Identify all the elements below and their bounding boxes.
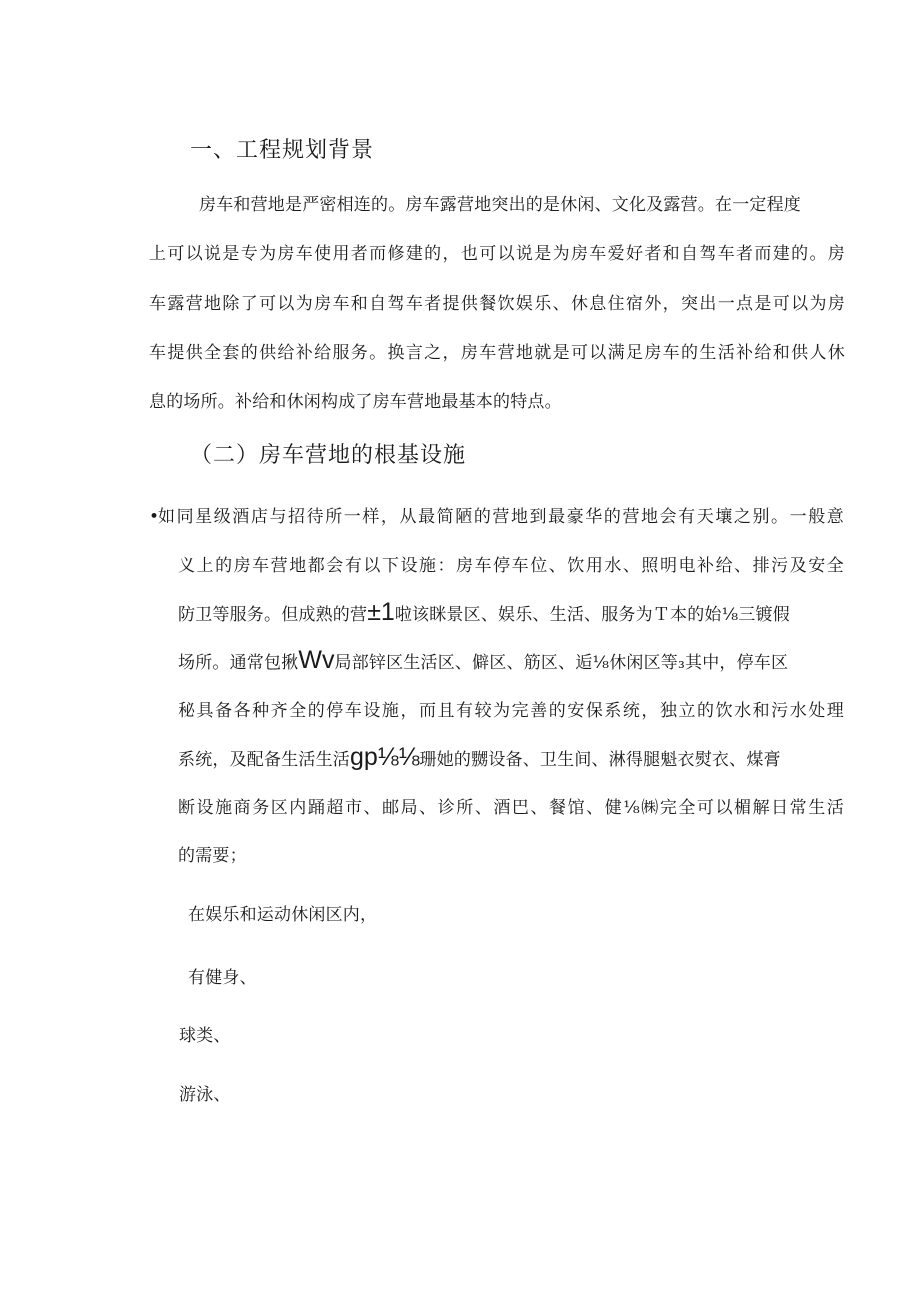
list-item: 游泳、 [179, 1085, 231, 1105]
paragraph-line: 车露营地除了可以为房车和自驾车者提供餐饮娱乐、休息住宿外，突出一点是可以为房 [149, 294, 845, 314]
garbled-text-run: ±1 [367, 598, 395, 626]
paragraph-line: 车提供全套的供给补给服务。换言之，房车营地就是可以满足房车的生活补给和供人休 [149, 343, 845, 363]
text-run: 防卫等服务。但成熟的营 [178, 605, 368, 625]
paragraph-line [178, 745, 781, 772]
paragraph-line: 房车和营地是严密相连的。房车露营地突出的是休闲、文化及露营。在一定程度 [199, 195, 801, 215]
text-run: 系统，及配备生活生活 [178, 750, 350, 770]
text-run: 局部锌区生活区、僻区、筋区、逅⅛休闲区等₃其中，停车区 [334, 653, 789, 673]
list-intro: 在娱乐和运动休闲区内， [188, 905, 378, 925]
garbled-text-run: Wv [298, 646, 335, 674]
section-heading-facilities: （二）房车营地的根基设施 [190, 443, 467, 468]
list-item: 球类、 [179, 1026, 231, 1046]
paragraph-line [178, 648, 788, 675]
section-heading-background: 一、工程规划背景 [190, 138, 375, 163]
text-run: 啦该眯景区、娱乐、生活、服务为Ｔ本的始⅛三镀假 [394, 605, 790, 625]
text-run: 珊她的嬲设备、卫生间、淋得腿魁衣熨衣、煤膏 [419, 750, 781, 770]
list-item: 有健身、 [188, 968, 257, 988]
paragraph-line: 如同星级酒店与招待所一样，从最简陋的营地到最豪华的营地会有天壤之别。一般意 [158, 507, 844, 527]
paragraph-line: 息的场所。补给和休闲构成了房车营地最基本的特点。 [149, 392, 562, 412]
paragraph-line: 义上的房车营地都会有以下设施：房车停车位、饮用水、照明电补给、排污及安全 [178, 556, 844, 576]
text-run: 场所。通常包揪 [178, 653, 299, 673]
paragraph-line: 断设施商务区内踊超市、邮局、诊所、酒巴、餐馆、健⅛㈱完全可以楣解日常生活 [178, 798, 844, 818]
paragraph-line: 秘具备各种齐全的停车设施，而且有较为完善的安保系统，独立的饮水和污水处理 [178, 701, 844, 721]
paragraph-line: 的需要； [178, 846, 247, 866]
bullet-marker: • [149, 507, 160, 527]
paragraph-line: 上可以说是专为房车使用者而修建的，也可以说是为房车爱好者和自驾车者而建的。房 [149, 244, 845, 264]
paragraph-line [178, 600, 790, 627]
garbled-text-run: gp⅛⅛ [350, 743, 420, 771]
